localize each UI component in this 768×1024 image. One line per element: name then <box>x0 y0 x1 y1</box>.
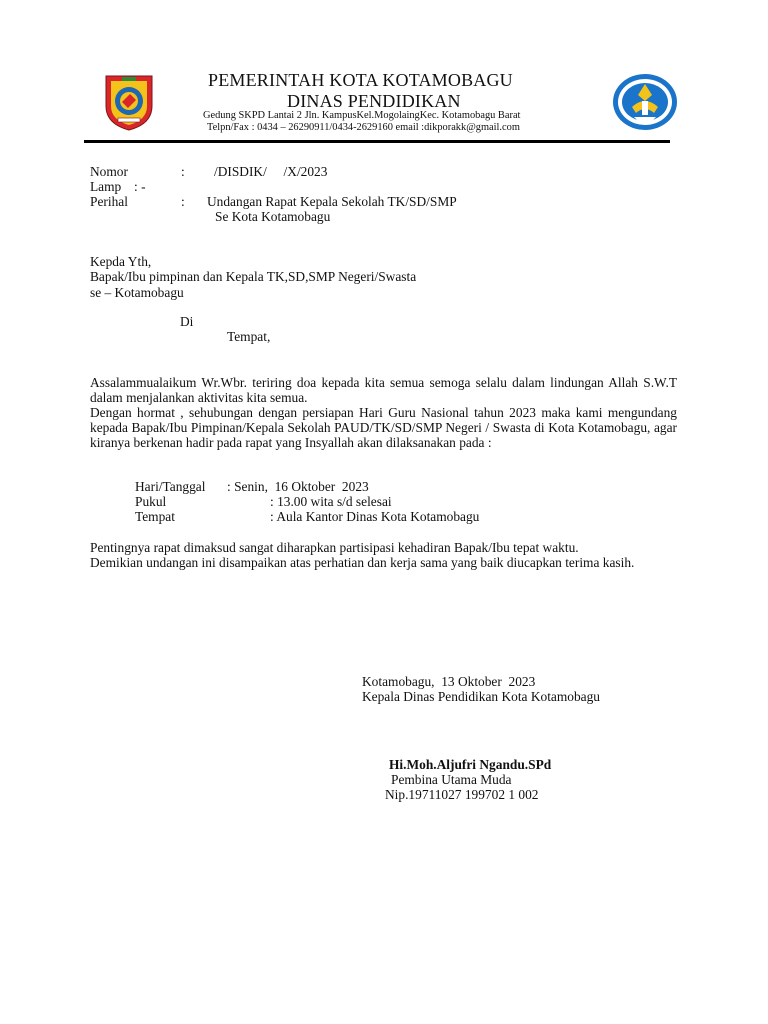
event-time-label: Pukul <box>135 494 167 509</box>
perihal-value-line2: Se Kota Kotamobagu <box>215 209 331 224</box>
tut-wuri-handayani-icon <box>612 73 678 131</box>
body-opening <box>90 375 677 450</box>
event-day-label: Hari/Tanggal <box>135 479 206 494</box>
header-department: DINAS PENDIDIKAN <box>287 91 461 111</box>
signature-rank: Pembina Utama Muda <box>391 772 512 787</box>
event-time-value: : 13.00 wita s/d selesai <box>270 494 392 509</box>
nomor-label: Nomor <box>90 164 128 179</box>
header-rule-thick <box>84 140 670 143</box>
paragraph-importance: Pentingnya rapat dimaksud sangat diharapkan partisipasi kehadiran Bapak/Ibu tepat waktu. <box>90 540 579 555</box>
body-closing <box>90 540 677 570</box>
lamp-value: : - <box>134 179 146 194</box>
event-place-value: : Aula Kantor Dinas Kota Kotamobagu <box>270 509 480 524</box>
nomor-value: /DISDIK/ /X/2023 <box>214 164 328 179</box>
signature-nip: Nip.19711027 199702 1 002 <box>385 787 539 802</box>
signature-name: Hi.Moh.Aljufri Ngandu.SPd <box>389 757 552 772</box>
nomor-colon: : <box>181 164 185 179</box>
header-contact: Telpn/Fax : 0434 – 26290911/0434-2629160 email :dikporakk@gmail.com <box>207 122 520 133</box>
recipient-area: se – Kotamobagu <box>90 285 184 300</box>
header-institution: PEMERINTAH KOTA KOTAMOBAGU <box>208 70 513 90</box>
perihal-value: Undangan Rapat Kepala Sekolah TK/SD/SMP <box>207 194 457 209</box>
recipient-di: Di <box>180 314 194 329</box>
recipient-place: Tempat, <box>227 329 271 344</box>
paragraph-greeting: Assalammualaikum Wr.Wbr. teriring doa kepada kita semua semoga selalu dalam lindungan Allah S.W.T dalam menjalankan aktivitas kita semua. <box>90 375 677 405</box>
paragraph-closing: Demikian undangan ini disampaikan atas perhatian dan kerja sama yang baik diucapkan terima kasih. <box>90 555 635 570</box>
recipient-name: Bapak/Ibu pimpinan dan Kepala TK,SD,SMP Negeri/Swasta <box>90 269 417 284</box>
event-place-label: Tempat <box>135 509 175 524</box>
perihal-label: Perihal <box>90 194 128 209</box>
paragraph-invitation: Dengan hormat , sehubungan dengan persiapan Hari Guru Nasional tahun 2023 maka kami mengundang kepada Bapak/Ibu Pimpinan/Kepala Sekolah PAUD/TK/SD/SMP Negeri / Swasta di Kota Kotamobagu, agar kiranya berkenan hadir pada rapat yang Insyallah akan dilaksanakan pada : <box>90 405 677 450</box>
recipient-greeting: Kepda Yth, <box>90 254 152 269</box>
signature-position: Kepala Dinas Pendidikan Kota Kotamobagu <box>362 689 600 704</box>
signature-place-date: Kotamobagu, 13 Oktober 2023 <box>362 674 536 689</box>
lamp-label: Lamp <box>90 179 122 194</box>
perihal-colon: : <box>181 194 185 209</box>
kotamobagu-crest-icon <box>100 72 158 132</box>
header-address: Gedung SKPD Lantai 2 Jln. KampusKel.MogolaingKec. Kotamobagu Barat <box>203 110 521 121</box>
event-day-value: : Senin, 16 Oktober 2023 <box>227 479 369 494</box>
